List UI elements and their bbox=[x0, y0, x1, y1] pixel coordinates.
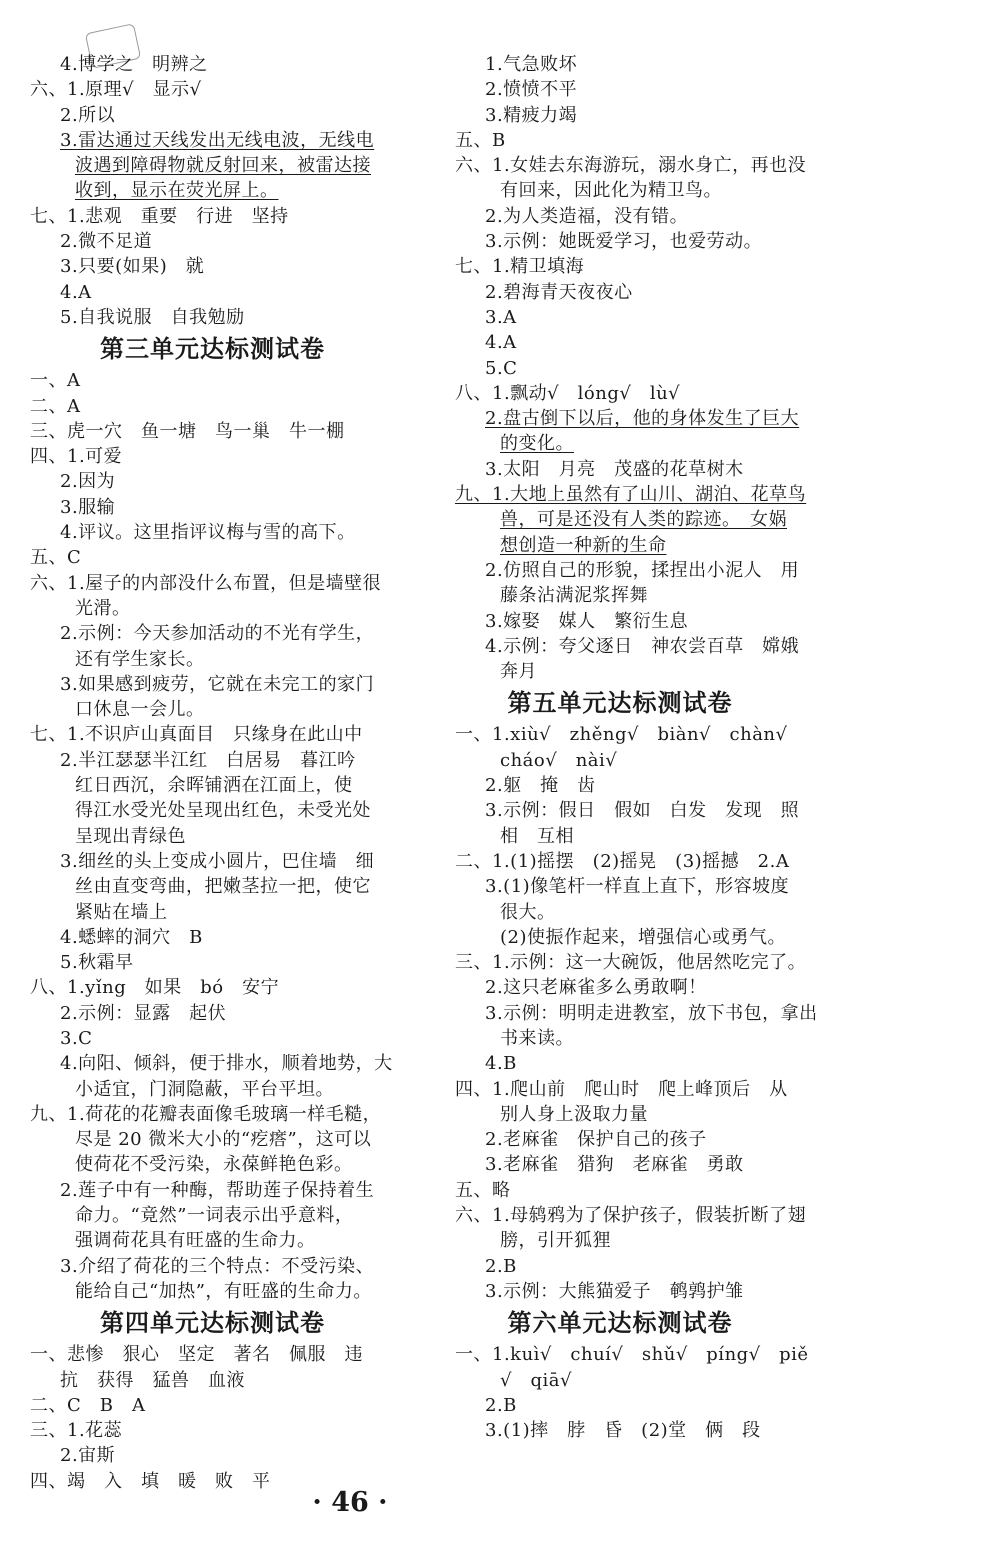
left-answer-line: 七、1.不识庐山真面目 只缘身在此山中 bbox=[30, 724, 363, 746]
left-answer-line: 2.微不足道 bbox=[60, 231, 153, 253]
right-column bbox=[455, 52, 818, 1443]
left-answer-line: 小适宜，门洞隐蔽，平台平坦。 bbox=[75, 1078, 334, 1100]
watermark-logo bbox=[790, 1470, 990, 1540]
right-answer-line: 3.示例：她既爱学习，也爱劳动。 bbox=[485, 231, 763, 253]
left-answer-line: 四、竭 入 填 暖 败 平 bbox=[30, 1470, 271, 1492]
right-answer-line: 3.A bbox=[485, 306, 517, 328]
right-answer-line: 2.为人类造福，没有错。 bbox=[485, 205, 689, 227]
left-answer-line: 四、1.可爱 bbox=[30, 446, 123, 468]
right-answer-line: 2.躯 掩 齿 bbox=[485, 775, 596, 797]
left-answer-line: 丝由直变弯曲，把嫩茎拉一把，使它 bbox=[75, 876, 371, 898]
right-answer-line: 3.嫁娶 媒人 繁衍生息 bbox=[485, 610, 689, 632]
left-answer-line: 3.C bbox=[60, 1027, 93, 1049]
right-answer-line: 4.A bbox=[485, 332, 517, 354]
left-answer-line: 七、1.悲观 重要 行进 坚持 bbox=[30, 205, 289, 227]
left-answer-line: 六、1.原理√ 显示√ bbox=[30, 79, 202, 101]
left-answer-line: 六、1.屋子的内部没什么布置，但是墙壁很 bbox=[30, 572, 382, 594]
right-answer-line: 七、1.精卫填海 bbox=[455, 256, 585, 278]
left-answer-line: 2.莲子中有一种酶，帮助莲子保持着生 bbox=[60, 1179, 375, 1201]
right-answer-line: 2.B bbox=[485, 1255, 517, 1277]
left-answer-line: 尽是 20 微米大小的“疙瘩”，这可以 bbox=[75, 1129, 372, 1151]
left-answer-line: 波遇到障碍物就反射回来，被雷达接 bbox=[75, 155, 371, 177]
right-answer-line: 很大。 bbox=[500, 901, 556, 923]
right-answer-line: 一、1.kuì√ chuí√ shǔ√ píng√ piě bbox=[455, 1344, 809, 1366]
left-answer-line: 使荷花不受污染，永葆鲜艳色彩。 bbox=[75, 1154, 353, 1176]
left-answer-line: 5.自我说服 自我勉励 bbox=[60, 306, 245, 328]
left-answer-line: 3.服输 bbox=[60, 496, 116, 518]
right-answer-line: 2.B bbox=[485, 1394, 517, 1416]
left-answer-line: 3.介绍了荷花的三个特点：不受污染、 bbox=[60, 1255, 375, 1277]
right-answer-line: 的变化。 bbox=[500, 433, 574, 455]
right-answer-line: 四、1.爬山前 爬山时 爬上峰顶后 从 bbox=[455, 1078, 788, 1100]
right-answer-line: 九、1.大地上虽然有了山川、湖泊、花草鸟 bbox=[455, 484, 807, 506]
right-answer-line: 2.老麻雀 保护自己的孩子 bbox=[485, 1129, 707, 1151]
right-answer-line: 八、1.飘动√ lóng√ lù√ bbox=[455, 382, 681, 404]
left-answer-line: 得江水受光处呈现出红色，未受光处 bbox=[75, 800, 371, 822]
right-answer-line: 3.(1)像笔杆一样直上直下，形容坡度 bbox=[485, 876, 790, 898]
right-answer-line: √ qiā√ bbox=[500, 1369, 572, 1391]
left-answer-line: 3.只要(如果) 就 bbox=[60, 256, 205, 278]
right-answer-line: 膀，引开狐狸 bbox=[500, 1230, 611, 1252]
left-answer-line: 三、虎一穴 鱼一塘 鸟一巢 牛一棚 bbox=[30, 420, 345, 442]
right-answer-line: 五、B bbox=[455, 129, 506, 151]
right-answer-line: 2.愤愤不平 bbox=[485, 79, 578, 101]
right-answer-line: 别人身上汲取力量 bbox=[500, 1103, 648, 1125]
right-answer-line: 一、1.xiù√ zhěng√ biàn√ chàn√ bbox=[455, 724, 788, 746]
right-answer-line: 五、略 bbox=[455, 1179, 511, 1201]
right-answer-line: 3.太阳 月亮 茂盛的花草树木 bbox=[485, 458, 744, 480]
left-answer-line: 呈现出青绿色 bbox=[75, 825, 186, 847]
right-answer-line: 2.碧海青天夜夜心 bbox=[485, 281, 633, 303]
left-answer-line: 4.蟋蟀的洞穴 B bbox=[60, 926, 203, 948]
right-answer-line: 2.盘古倒下以后，他的身体发生了巨大 bbox=[485, 408, 800, 430]
right-answer-line: 三、1.示例：这一大碗饭，他居然吃完了。 bbox=[455, 952, 807, 974]
left-answer-line: 红日西沉，余晖铺洒在江面上，使 bbox=[75, 775, 353, 797]
left-answer-line: 4.博学之 明辨之 bbox=[60, 54, 208, 75]
left-answer-line: 一、悲惨 狠心 坚定 著名 佩服 违 bbox=[30, 1344, 363, 1366]
left-section-heading: 第三单元达标测试卷 bbox=[100, 334, 325, 364]
page-number: · 46 · bbox=[312, 1487, 388, 1518]
right-answer-line: 2.这只老麻雀多么勇敢啊！ bbox=[485, 977, 707, 999]
left-answer-line: 九、1.荷花的花瓣表面像毛玻璃一样毛糙， bbox=[30, 1103, 382, 1125]
left-answer-line: 3.雷达通过天线发出无线电波，无线电 bbox=[60, 129, 375, 151]
left-answer-line: 还有学生家长。 bbox=[75, 648, 205, 670]
left-answer-line: 3.细丝的头上变成小圆片，巴住墙 细 bbox=[60, 850, 375, 872]
left-answer-line: 一、A bbox=[30, 370, 81, 392]
left-answer-line: 三、1.花蕊 bbox=[30, 1420, 123, 1442]
right-answer-line: 1.气急败坏 bbox=[485, 54, 578, 75]
left-answer-line: 二、A bbox=[30, 395, 81, 417]
right-section-heading: 第五单元达标测试卷 bbox=[507, 688, 733, 718]
right-answer-line: cháo√ nài√ bbox=[500, 749, 618, 771]
left-answer-line: 2.示例：显露 起伏 bbox=[60, 1002, 227, 1024]
right-answer-line: 二、1.(1)摇摆 (2)摇晃 (3)摇撼 2.A bbox=[455, 850, 790, 872]
left-column bbox=[30, 52, 395, 1494]
left-answer-line: 4.A bbox=[60, 281, 92, 303]
left-answer-line: 强调荷花具有旺盛的生命力。 bbox=[75, 1230, 316, 1252]
left-answer-line: 2.宙斯 bbox=[60, 1445, 116, 1467]
left-answer-line: 紧贴在墙上 bbox=[75, 901, 168, 923]
right-section-heading: 第六单元达标测试卷 bbox=[507, 1308, 733, 1338]
right-answer-line: 3.示例：假日 假如 白发 发现 照 bbox=[485, 800, 800, 822]
right-answer-line: 3.示例：大熊猫爱子 鹌鹑护雏 bbox=[485, 1280, 744, 1302]
left-answer-line: 2.半江瑟瑟半江红 白居易 暮江吟 bbox=[60, 749, 356, 771]
right-answer-line: 兽，可是还没有人类的踪迹。 女娲 bbox=[500, 509, 787, 531]
left-answer-line: 五、C bbox=[30, 547, 82, 569]
left-answer-line: 3.如果感到疲劳，它就在未完工的家门 bbox=[60, 673, 375, 695]
right-answer-line: 有回来，因此化为精卫鸟。 bbox=[500, 180, 722, 202]
left-answer-line: 抗 获得 猛兽 血液 bbox=[60, 1369, 245, 1391]
right-answer-line: 4.B bbox=[485, 1053, 517, 1075]
left-section-heading: 第四单元达标测试卷 bbox=[100, 1308, 325, 1338]
right-answer-line: 藤条沾满泥浆挥舞 bbox=[500, 585, 648, 607]
left-answer-line: 命力。“竟然”一词表示出乎意料， bbox=[75, 1205, 354, 1227]
left-answer-line: 能给自己“加热”，有旺盛的生命力。 bbox=[75, 1280, 372, 1302]
left-answer-line: 4.向阳、倾斜，便于排水，顺着地势，大 bbox=[60, 1053, 393, 1075]
right-answer-line: 六、1.母鸫鸦为了保护孩子，假装折断了翅 bbox=[455, 1205, 807, 1227]
right-answer-line: 4.示例：夸父逐日 神农尝百草 嫦娥 bbox=[485, 635, 800, 657]
right-answer-line: 2.仿照自己的形貌，揉捏出小泥人 用 bbox=[485, 559, 800, 581]
left-answer-line: 口休息一会儿。 bbox=[75, 699, 205, 721]
right-answer-line: 奔月 bbox=[500, 661, 537, 683]
right-answer-line: 想创造一种新的生命 bbox=[500, 534, 667, 556]
left-answer-line: 2.所以 bbox=[60, 104, 116, 126]
left-answer-line: 收到，显示在荧光屏上。 bbox=[75, 180, 279, 202]
left-answer-line: 2.示例：今天参加活动的不光有学生， bbox=[60, 623, 375, 645]
right-answer-line: 3.示例：明明走进教室，放下书包，拿出 bbox=[485, 1002, 818, 1024]
right-answer-line: 3.(1)摔 脖 昏 (2)堂 俩 段 bbox=[485, 1420, 761, 1442]
left-answer-line: 八、1.yǐng 如果 bó 安宁 bbox=[30, 977, 280, 999]
right-answer-line: 相 互相 bbox=[500, 825, 574, 847]
left-answer-line: 4.评议。这里指评议梅与雪的高下。 bbox=[60, 522, 356, 544]
right-answer-line: 5.C bbox=[485, 357, 518, 379]
left-answer-line: 二、C B A bbox=[30, 1394, 146, 1416]
right-answer-line: 书来读。 bbox=[500, 1027, 574, 1049]
right-answer-line: 六、1.女娃去东海游玩，溺水身亡，再也没 bbox=[455, 155, 807, 177]
right-answer-line: (2)使振作起来，增强信心或勇气。 bbox=[500, 926, 786, 948]
left-answer-line: 2.因为 bbox=[60, 471, 116, 493]
right-answer-line: 3.老麻雀 猎狗 老麻雀 勇敢 bbox=[485, 1154, 744, 1176]
left-answer-line: 光滑。 bbox=[75, 597, 131, 619]
left-answer-line: 5.秋霜早 bbox=[60, 952, 134, 974]
right-answer-line: 3.精疲力竭 bbox=[485, 104, 578, 126]
